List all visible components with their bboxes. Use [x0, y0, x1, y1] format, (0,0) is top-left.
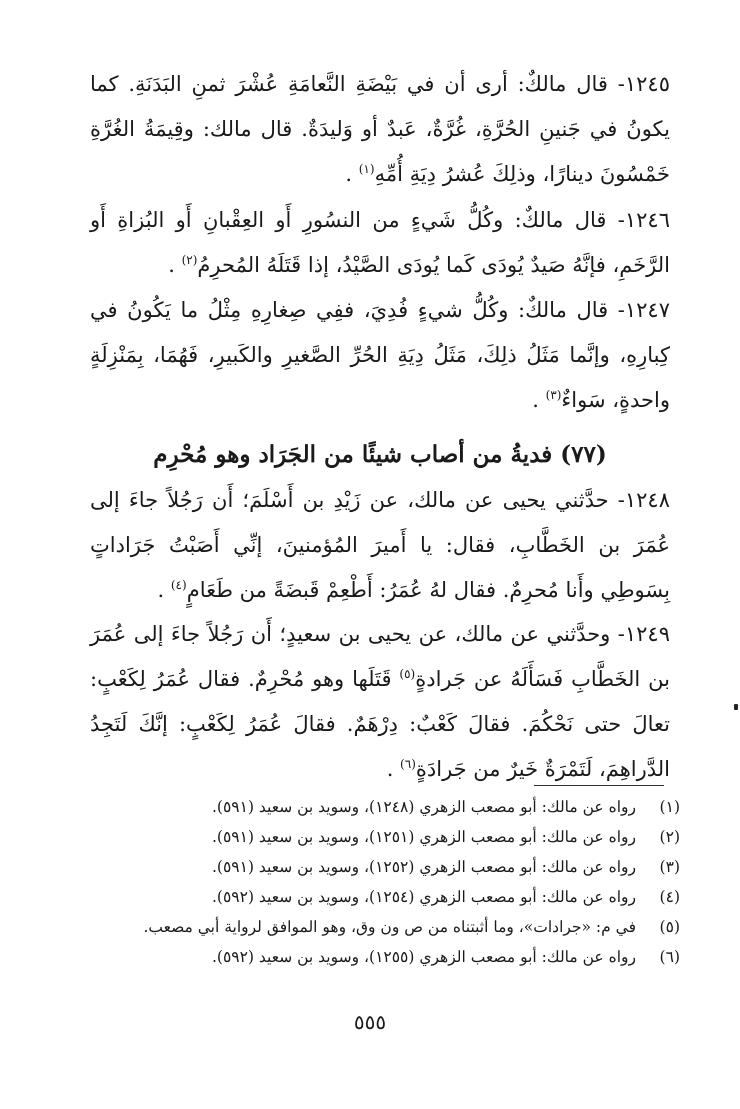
paragraph-end: .: [532, 388, 546, 412]
footnote-ref-2: (٢): [181, 253, 198, 267]
paragraph-text: ١٢٤٦- قال مالكٌ: وكُلُّ شَيءٍ من النسُورِ أَو العِقْبانِ أَو البُزاةِ أَو الرَّخَمِ، فإنَّهُ صَيدٌ يُودَى كَما يُودَى الصَّيْدُ، إذا قَتَلَهُ المُحرِمُ: [90, 208, 670, 277]
footnote-number: (٥): [659, 918, 680, 936]
footnote-5: [90, 912, 680, 942]
footnote-6: [90, 942, 680, 972]
paragraph-text: ١٢٤٧- قال مالكٌ: وكُلُّ شيءٍ فُدِيَ، ففِي صِغارِهِ مِثْلُ ما يَكُونُ في كِبارِهِ، وإنَّما مَثَلُ ذلِكَ، مَثَلُ دِيَةِ الحُرِّ الصَّغيرِ والكَبيرِ، فَهُمَا، بِمَنْزِلَةٍ واحدةٍ، سَواءٌ: [90, 298, 670, 412]
footnote-divider: [534, 785, 664, 786]
paragraph-1246: [90, 198, 670, 288]
paragraph-1248: [90, 478, 670, 613]
footnote-text: رواه عن مالك: أبو مصعب الزهري (١٢٥٤)، وسويد بن سعيد (٥٩٢).: [211, 888, 636, 906]
paragraph-1245: [90, 62, 670, 197]
footnote-text: رواه عن مالك: أبو مصعب الزهري (١٢٥٢)، وسويد بن سعيد (٥٩١).: [211, 858, 636, 876]
section-heading: (٧٧) فديةُ من أصاب شيئًا من الجَرَاد وهو مُحْرِم: [153, 441, 607, 469]
page-number: ٥٥٥: [353, 1010, 387, 1034]
margin-ink-mark: [734, 704, 738, 710]
footnote-1: [90, 792, 680, 822]
paragraph-text: ١٢٤٥- قال مالكٌ: أرى أن في بَيْضَةِ النَّعامَةِ عُشْرَ ثمنِ البَدَنَةِ. كما يكونُ في جَنينِ الحُرَّةِ، غُرَّةٌ، عَبدٌ أو وَليدَةٌ. قال مالك: وقِيمَةُ الغُرَّةِ خَمْسُونَ دينارًا، وذلِكَ عُشرُ دِيَةِ أُمِّهِ: [90, 72, 670, 186]
footnote-text: رواه عن مالك: أبو مصعب الزهري (١٢٤٨)، وسويد بن سعيد (٥٩١).: [211, 798, 636, 816]
footnote-text: في م: «جرادات»، وما أثبتناه من ص ون وق، وهو الموافق لرواية أبي مصعب.: [143, 918, 636, 936]
footnote-number: (٤): [659, 888, 680, 906]
footnote-number: (١): [659, 798, 680, 816]
paragraph-end: .: [168, 253, 182, 277]
footnote-ref-5: (٥): [399, 667, 416, 681]
footnote-4: [90, 882, 680, 912]
footnote-2: [90, 822, 680, 852]
paragraph-end: .: [157, 578, 171, 602]
footnote-number: (٢): [659, 828, 680, 846]
footnote-text: رواه عن مالك: أبو مصعب الزهري (١٢٥٥)، وسويد بن سعيد (٥٩٢).: [211, 948, 636, 966]
paragraph-text-continued: قَتَلَها وهو مُحْرِمٌ. فقال عُمَرُ لِكَعْبٍ: تعالَ حتى نَحْكُمَ. فقالَ كَعْبٌ: دِرْهَمٌ. فقالَ عُمَرُ لِكَعْبٍ: إنَّكَ لَتَجِدُ الدَّراهِمَ، لَتَمْرَةٌ خَيرٌ من جَرادَةٍ: [90, 667, 670, 781]
paragraph-1249: [90, 612, 670, 792]
footnote-number: (٦): [659, 948, 680, 966]
footnotes-section: [90, 792, 680, 972]
footnote-text: رواه عن مالك: أبو مصعب الزهري (١٢٥١)، وسويد بن سعيد (٥٩١).: [211, 828, 636, 846]
footnote-ref-1: (١): [358, 162, 375, 176]
footnote-3: [90, 852, 680, 882]
paragraph-text-start: ١٢٤٩- وحدَّثني عن مالك، عن يحيى بن سعيدٍ؛ أَن رَجُلاً جاءَ إلى عُمَرَ بن الخَطَّابِ فَسَأَلَهُ عن جَرادةٍ: [90, 622, 670, 691]
footnote-ref-4: (٤): [170, 578, 187, 592]
footnote-ref-6: (٦): [400, 757, 416, 771]
footnote-number: (٣): [659, 858, 680, 876]
paragraph-1247: [90, 288, 670, 423]
footnote-ref-3: (٣): [545, 388, 562, 402]
paragraph-end: .: [345, 162, 359, 186]
paragraph-end: .: [386, 757, 401, 781]
paragraph-text: ١٢٤٨- حدَّثني يحيى عن مالك، عن زَيْدِ بن أَسْلَمَ؛ أَن رَجُلاً جاءَ إلى عُمَرَ بن الخَطَّابِ، فقال: يا أَميرَ المُؤمنينَ، إنِّي أَصَبْتُ جَرَاداتٍ بِسَوطِي وأَنا مُحرِمٌ. فقال لهُ عُمَرُ: أَطْعِمْ قَبضَةً من طَعَامٍ: [90, 488, 670, 602]
